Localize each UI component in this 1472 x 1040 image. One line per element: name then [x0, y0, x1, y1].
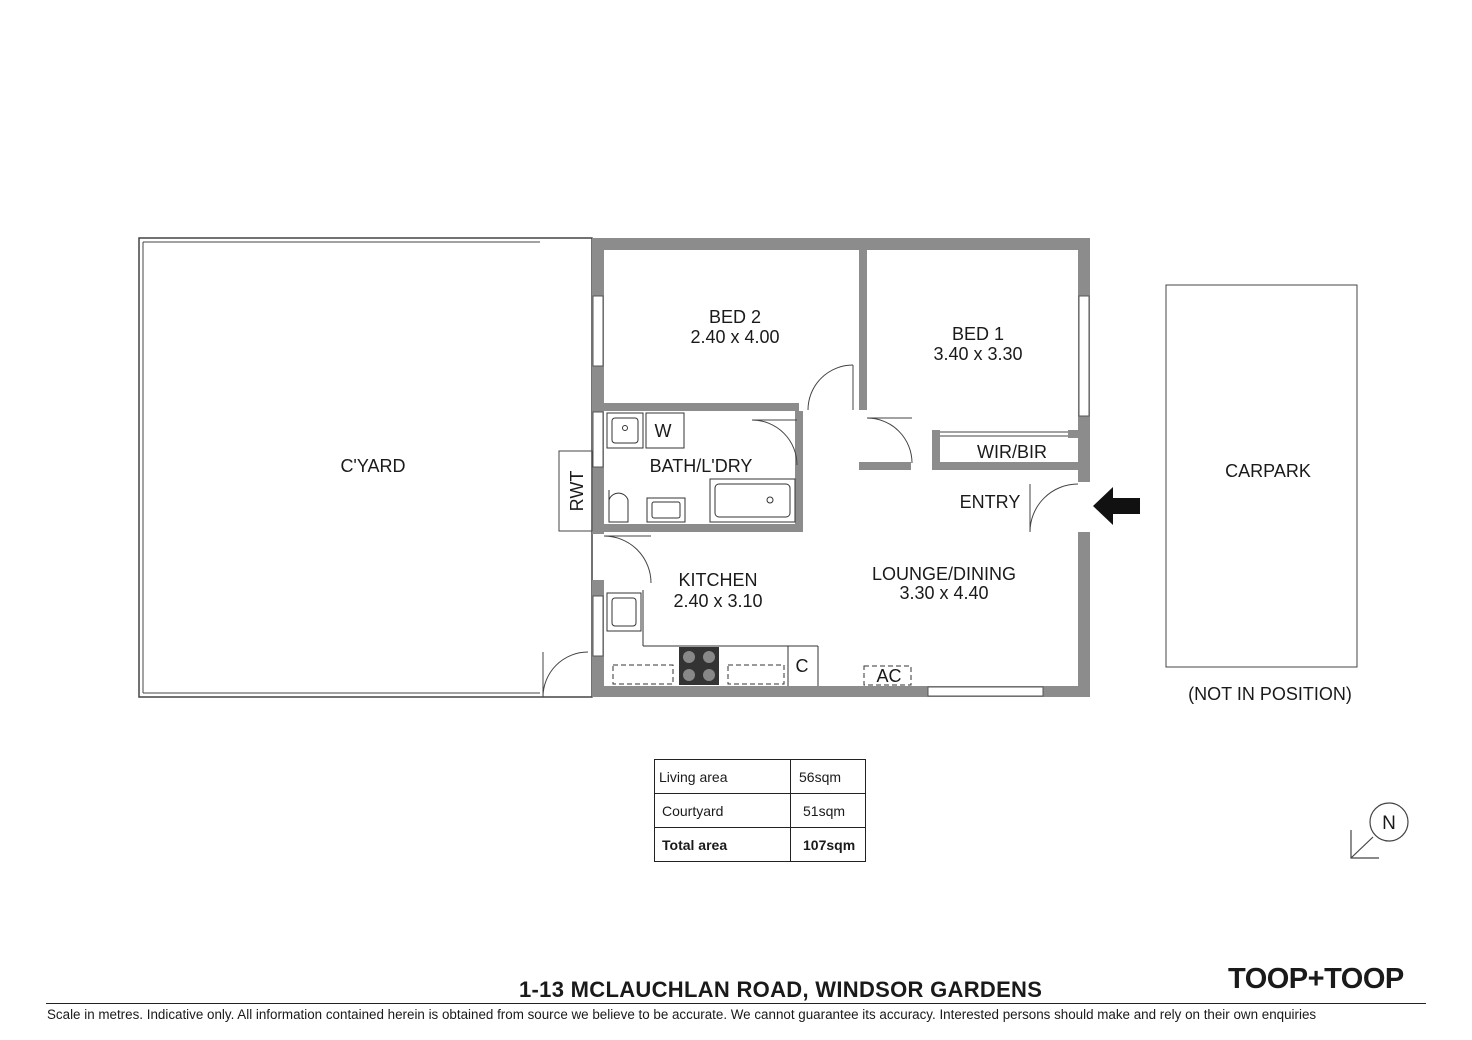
label-lounge-size: 3.30 x 4.40: [899, 583, 989, 603]
label-courtyard: C'YARD: [340, 456, 406, 476]
label-w: W: [654, 421, 672, 441]
footer-divider: [46, 1003, 1426, 1004]
courtyard-area-value: 51sqm: [791, 794, 866, 828]
label-carpark: CARPARK: [1225, 461, 1311, 481]
label-not-in-position: (NOT IN POSITION): [1188, 684, 1352, 704]
cooktop: [679, 647, 719, 685]
label-kitchen-name: KITCHEN: [678, 570, 758, 590]
label-wir: WIR/BIR: [977, 442, 1047, 462]
label-north: N: [1382, 813, 1396, 834]
label-bed2-name: BED 2: [708, 307, 762, 327]
label-entry: ENTRY: [959, 492, 1021, 512]
total-area-label: Total area: [655, 828, 791, 862]
room-labels: [340, 307, 1395, 834]
label-cupboard: C: [795, 656, 809, 676]
living-area-label: Living area: [655, 760, 791, 794]
property-address: 1-13 MCLAUCHLAN ROAD, WINDSOR GARDENS: [519, 977, 1043, 1002]
label-bed1-name: BED 1: [951, 324, 1005, 344]
area-table: [654, 759, 866, 862]
label-ac: AC: [876, 666, 902, 686]
table-row: [655, 794, 866, 828]
label-rwt: RWT: [567, 470, 587, 512]
living-area-value: 56sqm: [791, 760, 866, 794]
disclaimer-text: Scale in metres. Indicative only. All information contained herein is obtained from source we believe to be accurate. We cannot guarantee its accuracy. Interested persons should make and rely on their own enquiries: [47, 1007, 1317, 1022]
table-row: [655, 760, 866, 794]
north-compass-icon: [1351, 803, 1408, 858]
label-bath: BATH/L'DRY: [649, 456, 753, 476]
table-row: [655, 828, 866, 862]
interior-walls: [604, 250, 1078, 532]
label-bed2-size: 2.40 x 4.00: [690, 327, 780, 347]
brand-logo: TOOP+TOOP: [1228, 963, 1404, 995]
label-bed1-size: 3.40 x 3.30: [933, 344, 1023, 364]
total-area-value: 107sqm: [791, 828, 866, 862]
courtyard-area-label: Courtyard: [655, 794, 791, 828]
label-kitchen-size: 2.40 x 3.10: [673, 591, 763, 611]
label-lounge-name: LOUNGE/DINING: [871, 564, 1017, 584]
entry-arrow-icon: [1093, 487, 1140, 525]
